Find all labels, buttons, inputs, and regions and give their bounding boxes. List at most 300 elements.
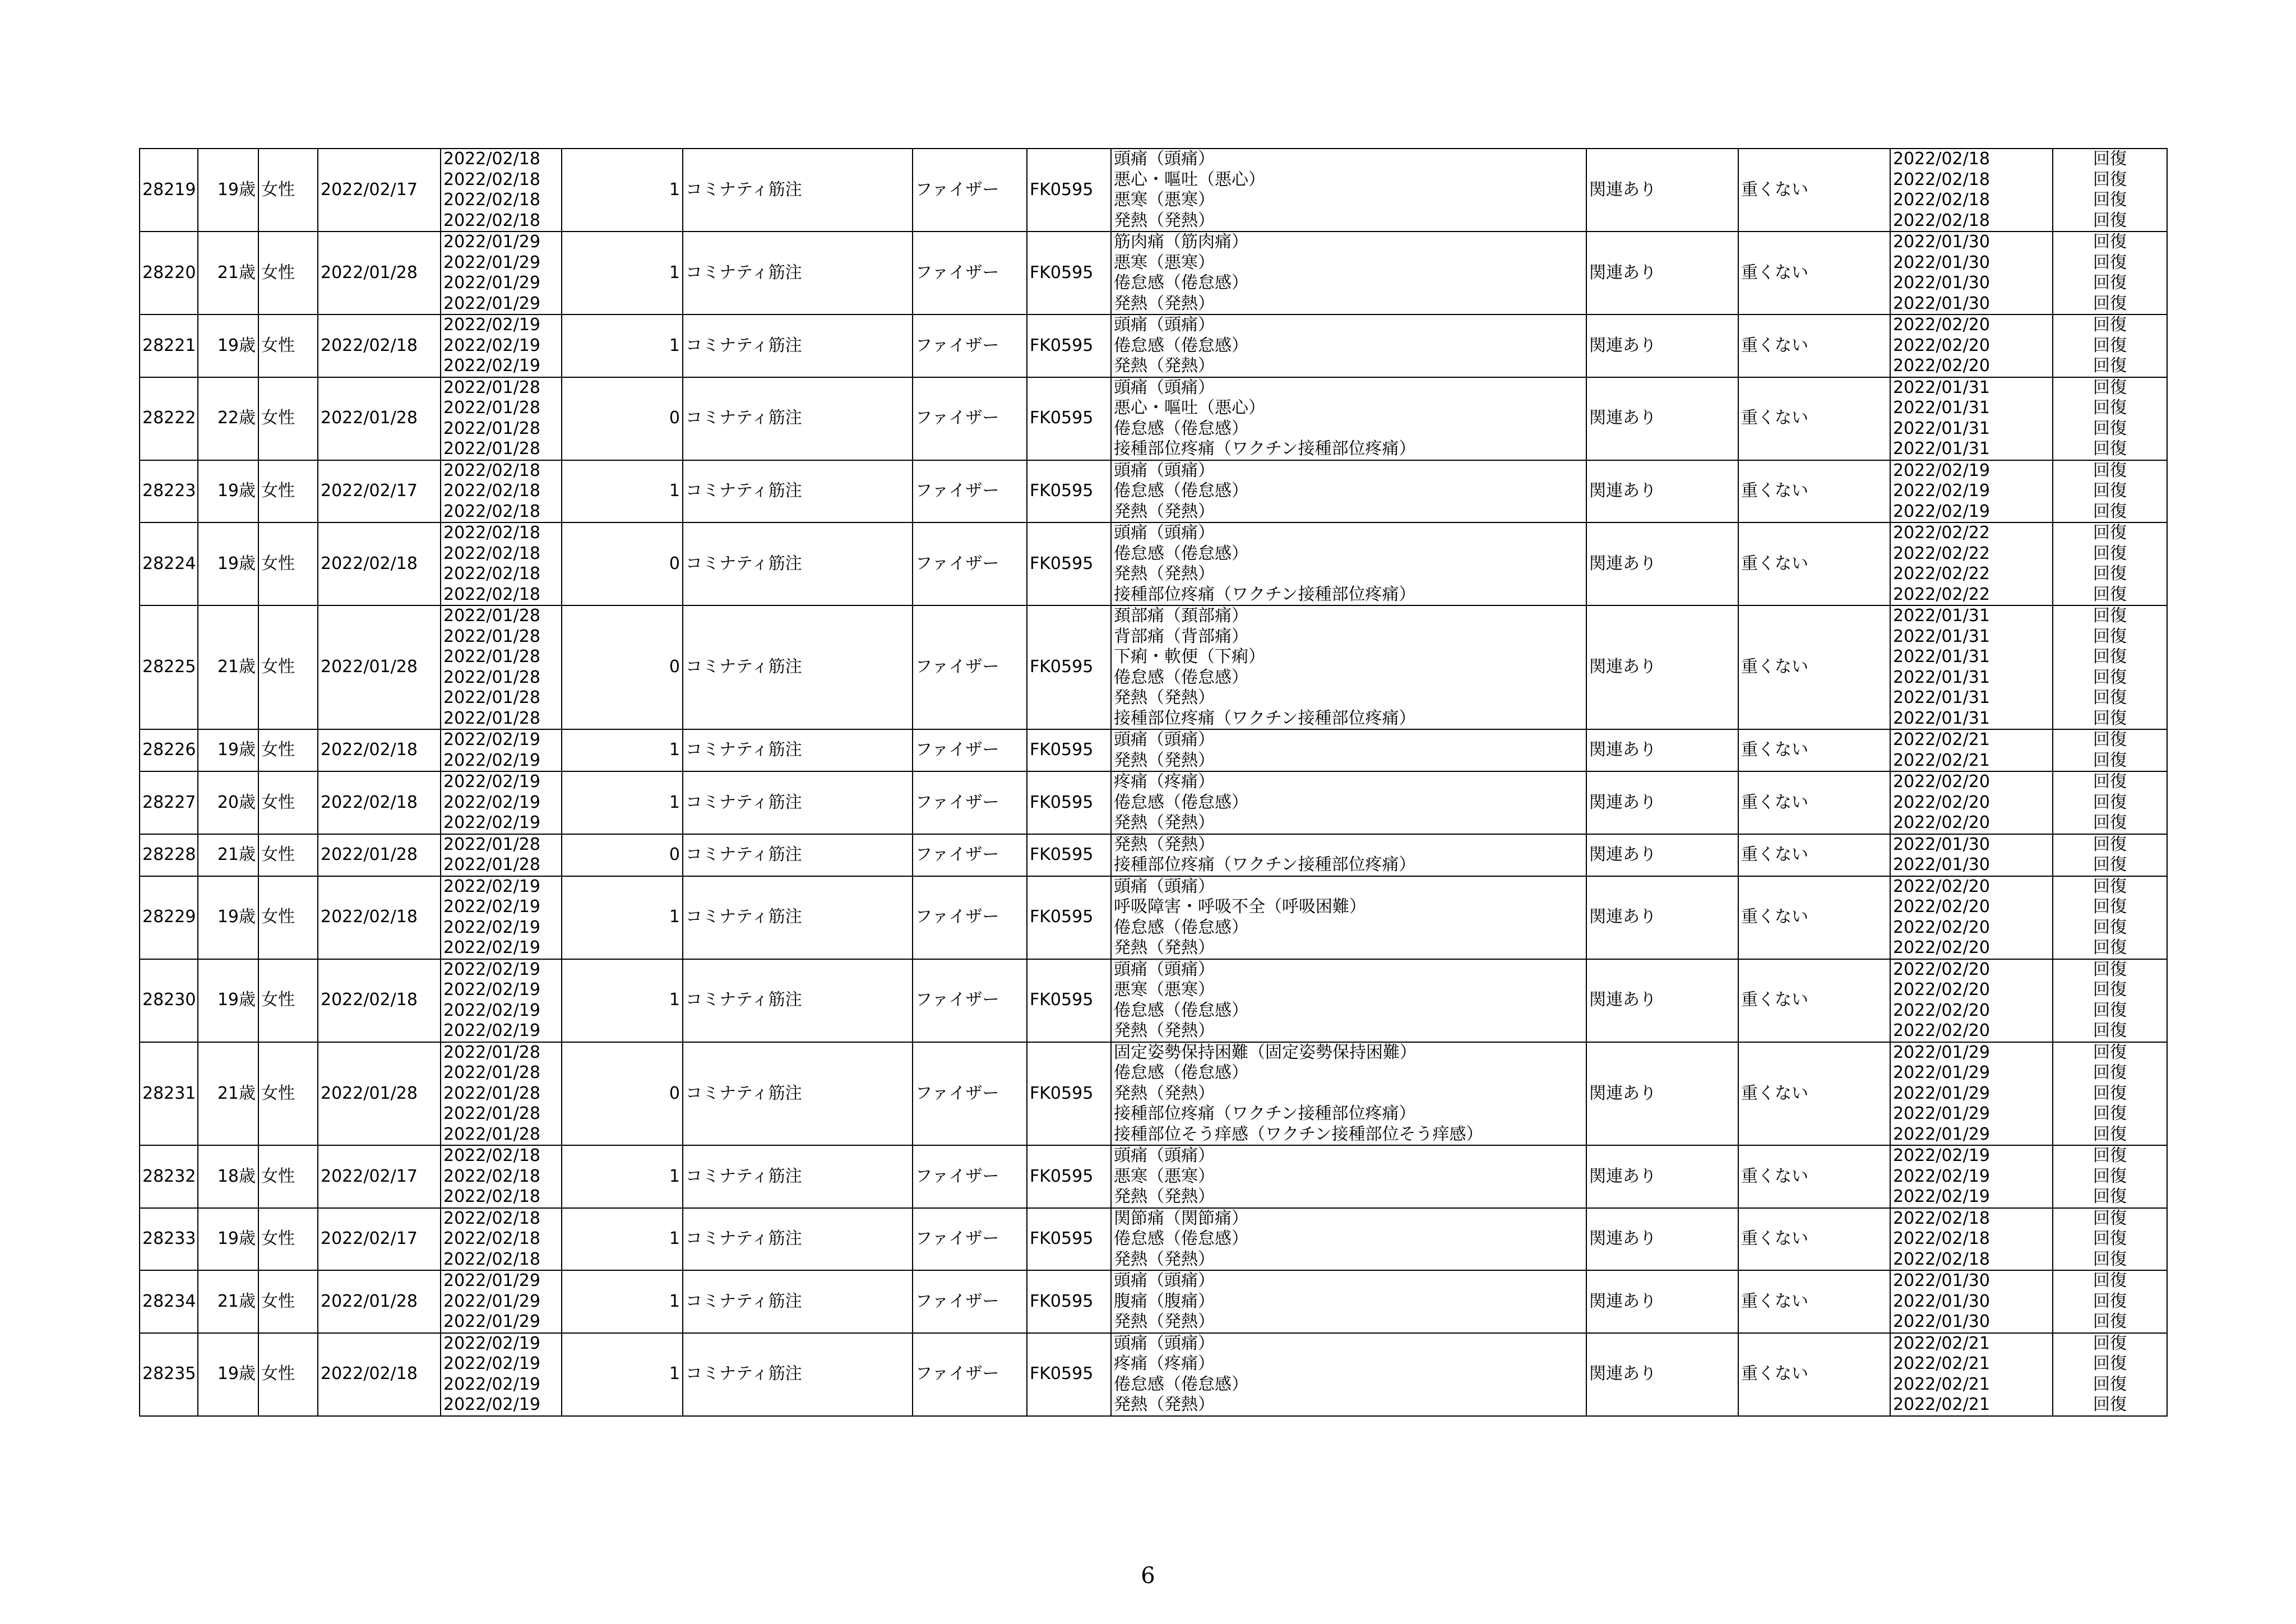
age-cell: 21歳 (198, 605, 258, 729)
symptoms-cell (1111, 876, 1586, 959)
outcome: 回復 (2093, 273, 2127, 293)
causality-cell: 関連あり (1586, 959, 1738, 1042)
outcome: 回復 (2093, 377, 2127, 397)
symptom: 倦怠感（倦怠感） (1114, 481, 1248, 501)
symptoms-cell (1111, 377, 1586, 460)
sex-cell: 女性 (258, 232, 318, 314)
causality-cell: 関連あり (1586, 232, 1738, 314)
manufacturer-cell: ファイザー (913, 1208, 1027, 1271)
symptom: 発熱（発熱） (1114, 1249, 1215, 1269)
outcome-dates-cell (1890, 771, 2053, 834)
onset-date: 2022/02/19 (443, 813, 540, 832)
severity-cell: 重くない (1738, 314, 1890, 377)
onset-dates-cell (441, 377, 562, 460)
outcome: 回復 (2093, 190, 2127, 210)
age-cell: 21歳 (198, 834, 258, 876)
outcome: 回復 (2093, 169, 2127, 189)
vaccine-name-cell: コミナティ筋注 (683, 771, 913, 834)
outcome: 回復 (2093, 1083, 2127, 1103)
onset-date: 2022/02/18 (443, 149, 540, 169)
severity-cell: 重くない (1738, 959, 1890, 1042)
manufacturer-cell: ファイザー (913, 605, 1027, 729)
severity-cell: 重くない (1738, 1208, 1890, 1271)
outcome: 回復 (2093, 149, 2127, 169)
symptom: 頭痛（頭痛） (1114, 460, 1215, 480)
outcome: 回復 (2093, 626, 2127, 646)
symptoms-cell (1111, 771, 1586, 834)
vaccine-name-cell: コミナティ筋注 (683, 1208, 913, 1271)
age-cell: 19歳 (198, 729, 258, 771)
onset-date: 2022/02/18 (443, 1229, 540, 1248)
outcomes-cell (2053, 149, 2167, 232)
symptom: 背部痛（背部痛） (1114, 626, 1248, 646)
lot-number-cell: FK0595 (1027, 314, 1111, 377)
outcome-date: 2022/02/19 (1893, 481, 1990, 501)
outcome-date: 2022/02/19 (1893, 1166, 1990, 1186)
outcome-date: 2022/02/21 (1893, 1374, 1990, 1394)
causality-cell: 関連あり (1586, 314, 1738, 377)
case-number-cell: 28221 (140, 314, 198, 377)
outcome-date: 2022/02/20 (1893, 959, 1990, 979)
outcome-date: 2022/02/21 (1893, 1354, 1990, 1373)
vaccination-date-cell: 2022/01/28 (318, 377, 441, 460)
days-to-onset-cell: 1 (562, 314, 683, 377)
sex-cell: 女性 (258, 1145, 318, 1208)
symptoms-cell (1111, 1270, 1586, 1333)
vaccine-name-cell: コミナティ筋注 (683, 522, 913, 605)
onset-date: 2022/01/29 (443, 273, 540, 293)
onset-date: 2022/02/18 (443, 210, 540, 230)
onset-date: 2022/02/19 (443, 1333, 540, 1353)
age-cell: 19歳 (198, 1333, 258, 1416)
outcome: 回復 (2093, 980, 2127, 1000)
onset-dates-cell (441, 876, 562, 959)
days-to-onset-cell: 0 (562, 377, 683, 460)
onset-date: 2022/01/28 (443, 834, 540, 854)
onset-date: 2022/02/19 (443, 1000, 540, 1020)
symptom: 発熱（発熱） (1114, 834, 1215, 854)
sex-cell: 女性 (258, 1208, 318, 1271)
manufacturer-cell: ファイザー (913, 377, 1027, 460)
sex-cell: 女性 (258, 1042, 318, 1146)
symptom: 頚部痛（頚部痛） (1114, 606, 1248, 626)
table-row (140, 605, 2167, 729)
vaccination-date-cell: 2022/02/18 (318, 876, 441, 959)
severity-cell: 重くない (1738, 1145, 1890, 1208)
onset-date: 2022/01/28 (443, 647, 540, 667)
outcome: 回復 (2093, 210, 2127, 230)
case-number-cell: 28226 (140, 729, 198, 771)
lot-number-cell: FK0595 (1027, 1333, 1111, 1416)
outcome: 回復 (2093, 772, 2127, 792)
days-to-onset-cell: 1 (562, 1208, 683, 1271)
symptom: 倦怠感（倦怠感） (1114, 273, 1248, 293)
onset-date: 2022/02/18 (443, 501, 540, 521)
causality-cell: 関連あり (1586, 771, 1738, 834)
vaccine-name-cell: コミナティ筋注 (683, 149, 913, 232)
symptom: 悪寒（悪寒） (1114, 190, 1215, 210)
onset-dates-cell (441, 1145, 562, 1208)
outcome-dates-cell (1890, 232, 2053, 314)
severity-cell: 重くない (1738, 876, 1890, 959)
severity-cell: 重くない (1738, 232, 1890, 314)
onset-dates-cell (441, 232, 562, 314)
outcome-date: 2022/02/18 (1893, 1249, 1990, 1269)
outcome: 回復 (2093, 1291, 2127, 1311)
symptom: 筋肉痛（筋肉痛） (1114, 232, 1248, 252)
sex-cell: 女性 (258, 876, 318, 959)
outcome-date: 2022/02/20 (1893, 897, 1990, 917)
outcome: 回復 (2093, 855, 2127, 875)
symptom: 呼吸障害・呼吸不全（呼吸困難） (1114, 897, 1366, 917)
manufacturer-cell: ファイザー (913, 771, 1027, 834)
onset-date: 2022/02/18 (443, 481, 540, 501)
sex-cell: 女性 (258, 771, 318, 834)
case-number-cell: 28224 (140, 522, 198, 605)
outcome-date: 2022/02/21 (1893, 730, 1990, 749)
severity-cell: 重くない (1738, 149, 1890, 232)
lot-number-cell: FK0595 (1027, 959, 1111, 1042)
table-row (140, 771, 2167, 834)
outcome-dates-cell (1890, 834, 2053, 876)
severity-cell: 重くない (1738, 522, 1890, 605)
table-row (140, 959, 2167, 1042)
outcome-dates-cell (1890, 522, 2053, 605)
onset-dates-cell (441, 959, 562, 1042)
outcomes-cell (2053, 959, 2167, 1042)
outcomes-cell (2053, 834, 2167, 876)
causality-cell: 関連あり (1586, 729, 1738, 771)
sex-cell: 女性 (258, 1270, 318, 1333)
outcomes-cell (2053, 605, 2167, 729)
outcomes-cell (2053, 460, 2167, 523)
symptom: 頭痛（頭痛） (1114, 523, 1215, 543)
causality-cell: 関連あり (1586, 1270, 1738, 1333)
outcome-dates-cell (1890, 377, 2053, 460)
outcome-date: 2022/02/20 (1893, 876, 1990, 896)
symptom: 疼痛（疼痛） (1114, 772, 1215, 792)
onset-dates-cell (441, 522, 562, 605)
symptom: 倦怠感（倦怠感） (1114, 335, 1248, 355)
symptom: 悪寒（悪寒） (1114, 1166, 1215, 1186)
symptom: 倦怠感（倦怠感） (1114, 667, 1248, 687)
vaccine-name-cell: コミナティ筋注 (683, 605, 913, 729)
vaccine-name-cell: コミナティ筋注 (683, 1333, 913, 1416)
vaccination-date-cell: 2022/02/18 (318, 729, 441, 771)
onset-date: 2022/02/18 (443, 1187, 540, 1206)
outcome-date: 2022/01/31 (1893, 688, 1990, 707)
outcome: 回復 (2093, 730, 2127, 749)
symptom: 接種部位そう痒感（ワクチン接種部位そう痒感） (1114, 1124, 1483, 1144)
outcome-date: 2022/02/21 (1893, 1333, 1990, 1353)
symptom: 発熱（発熱） (1114, 938, 1215, 957)
table-row (140, 377, 2167, 460)
outcome: 回復 (2093, 1249, 2127, 1269)
symptom: 接種部位疼痛（ワクチン接種部位疼痛） (1114, 584, 1416, 604)
onset-date: 2022/02/19 (443, 938, 540, 957)
onset-dates-cell (441, 1208, 562, 1271)
outcome: 回復 (2093, 1395, 2127, 1414)
symptoms-cell (1111, 149, 1586, 232)
onset-date: 2022/01/28 (443, 1104, 540, 1123)
onset-date: 2022/01/28 (443, 606, 540, 626)
outcome-dates-cell (1890, 1208, 2053, 1271)
table-row (140, 1042, 2167, 1146)
outcome-date: 2022/01/31 (1893, 606, 1990, 626)
outcome: 回復 (2093, 232, 2127, 252)
onset-date: 2022/02/19 (443, 730, 540, 749)
onset-date: 2022/01/29 (443, 1312, 540, 1331)
outcome: 回復 (2093, 501, 2127, 521)
outcome: 回復 (2093, 252, 2127, 272)
outcome-date: 2022/01/31 (1893, 377, 1990, 397)
table-row (140, 876, 2167, 959)
lot-number-cell: FK0595 (1027, 1270, 1111, 1333)
outcome-date: 2022/01/30 (1893, 855, 1990, 875)
symptoms-cell (1111, 959, 1586, 1042)
days-to-onset-cell: 1 (562, 959, 683, 1042)
severity-cell: 重くない (1738, 1270, 1890, 1333)
outcome-date: 2022/02/20 (1893, 315, 1990, 335)
manufacturer-cell: ファイザー (913, 522, 1027, 605)
onset-date: 2022/01/28 (443, 855, 540, 875)
outcome-date: 2022/02/21 (1893, 1395, 1990, 1414)
symptoms-cell (1111, 314, 1586, 377)
onset-date: 2022/02/19 (443, 356, 540, 376)
outcome-date: 2022/02/18 (1893, 210, 1990, 230)
outcome: 回復 (2093, 667, 2127, 687)
outcome-date: 2022/02/19 (1893, 501, 1990, 521)
outcome-date: 2022/01/29 (1893, 1042, 1990, 1062)
lot-number-cell: FK0595 (1027, 834, 1111, 876)
manufacturer-cell: ファイザー (913, 460, 1027, 523)
manufacturer-cell: ファイザー (913, 1333, 1027, 1416)
outcomes-cell (2053, 1333, 2167, 1416)
table-row (140, 1208, 2167, 1271)
onset-date: 2022/02/19 (443, 1021, 540, 1040)
age-cell: 19歳 (198, 314, 258, 377)
vaccination-date-cell: 2022/02/18 (318, 771, 441, 834)
causality-cell: 関連あり (1586, 1208, 1738, 1271)
onset-dates-cell (441, 149, 562, 232)
symptom: 腹痛（腹痛） (1114, 1291, 1215, 1311)
causality-cell: 関連あり (1586, 876, 1738, 959)
lot-number-cell: FK0595 (1027, 1145, 1111, 1208)
outcome: 回復 (2093, 418, 2127, 438)
vaccine-name-cell: コミナティ筋注 (683, 314, 913, 377)
outcome: 回復 (2093, 606, 2127, 626)
outcome: 回復 (2093, 584, 2127, 604)
vaccination-date-cell: 2022/02/17 (318, 1208, 441, 1271)
lot-number-cell: FK0595 (1027, 876, 1111, 959)
outcomes-cell (2053, 314, 2167, 377)
outcome: 回復 (2093, 1208, 2127, 1228)
age-cell: 19歳 (198, 959, 258, 1042)
outcome-dates-cell (1890, 149, 2053, 232)
onset-date: 2022/02/18 (443, 169, 540, 189)
age-cell: 19歳 (198, 149, 258, 232)
outcome: 回復 (2093, 543, 2127, 563)
outcome-dates-cell (1890, 1042, 2053, 1146)
onset-date: 2022/02/18 (443, 543, 540, 563)
sex-cell: 女性 (258, 605, 318, 729)
outcome-date: 2022/02/20 (1893, 1021, 1990, 1040)
case-number-cell: 28231 (140, 1042, 198, 1146)
age-cell: 19歳 (198, 460, 258, 523)
outcome-date: 2022/02/22 (1893, 523, 1990, 543)
severity-cell: 重くない (1738, 1333, 1890, 1416)
outcome: 回復 (2093, 959, 2127, 979)
severity-cell: 重くない (1738, 377, 1890, 460)
outcome: 回復 (2093, 1187, 2127, 1206)
outcome-date: 2022/01/31 (1893, 418, 1990, 438)
outcome-dates-cell (1890, 959, 2053, 1042)
vaccination-date-cell: 2022/01/28 (318, 1270, 441, 1333)
symptom: 接種部位疼痛（ワクチン接種部位疼痛） (1114, 439, 1416, 459)
table-row (140, 1145, 2167, 1208)
manufacturer-cell: ファイザー (913, 1145, 1027, 1208)
symptom: 発熱（発熱） (1114, 688, 1215, 707)
symptom: 悪寒（悪寒） (1114, 252, 1215, 272)
outcome-dates-cell (1890, 729, 2053, 771)
case-number-cell: 28228 (140, 834, 198, 876)
causality-cell: 関連あり (1586, 1042, 1738, 1146)
outcome: 回復 (2093, 564, 2127, 584)
sex-cell: 女性 (258, 834, 318, 876)
outcome-date: 2022/02/20 (1893, 938, 1990, 957)
onset-date: 2022/01/28 (443, 377, 540, 397)
symptoms-cell (1111, 729, 1586, 771)
case-number-cell: 28223 (140, 460, 198, 523)
outcome-date: 2022/02/22 (1893, 543, 1990, 563)
age-cell: 19歳 (198, 522, 258, 605)
outcome-date: 2022/01/30 (1893, 293, 1990, 313)
outcome: 回復 (2093, 1146, 2127, 1165)
lot-number-cell: FK0595 (1027, 1042, 1111, 1146)
symptom: 頭痛（頭痛） (1114, 876, 1215, 896)
outcome-date: 2022/02/20 (1893, 980, 1990, 1000)
onset-date: 2022/02/19 (443, 917, 540, 937)
vaccine-name-cell: コミナティ筋注 (683, 959, 913, 1042)
outcome-dates-cell (1890, 1270, 2053, 1333)
outcome-date: 2022/02/20 (1893, 792, 1990, 812)
outcome-date: 2022/01/31 (1893, 708, 1990, 728)
onset-date: 2022/01/28 (443, 708, 540, 728)
outcome-date: 2022/02/20 (1893, 1000, 1990, 1020)
outcome-dates-cell (1890, 314, 2053, 377)
manufacturer-cell: ファイザー (913, 232, 1027, 314)
outcome-date: 2022/01/29 (1893, 1104, 1990, 1123)
adverse-reaction-table (139, 148, 2168, 1417)
onset-date: 2022/02/18 (443, 584, 540, 604)
outcomes-cell (2053, 1208, 2167, 1271)
outcome-date: 2022/01/31 (1893, 439, 1990, 459)
symptom: 発熱（発熱） (1114, 293, 1215, 313)
sex-cell: 女性 (258, 1333, 318, 1416)
manufacturer-cell: ファイザー (913, 314, 1027, 377)
outcome: 回復 (2093, 1124, 2127, 1144)
lot-number-cell: FK0595 (1027, 771, 1111, 834)
symptom: 発熱（発熱） (1114, 210, 1215, 230)
outcome-date: 2022/02/18 (1893, 149, 1990, 169)
page-number: 6 (1141, 1563, 1155, 1589)
age-cell: 21歳 (198, 232, 258, 314)
outcome-date: 2022/02/20 (1893, 356, 1990, 376)
symptom: 発熱（発熱） (1114, 1083, 1215, 1103)
vaccine-name-cell: コミナティ筋注 (683, 232, 913, 314)
symptom: 発熱（発熱） (1114, 1312, 1215, 1331)
symptom: 発熱（発熱） (1114, 564, 1215, 584)
outcome-date: 2022/02/18 (1893, 190, 1990, 210)
days-to-onset-cell: 0 (562, 522, 683, 605)
onset-date: 2022/01/29 (443, 1271, 540, 1290)
lot-number-cell: FK0595 (1027, 522, 1111, 605)
onset-date: 2022/02/19 (443, 1354, 540, 1373)
days-to-onset-cell: 1 (562, 149, 683, 232)
symptom: 倦怠感（倦怠感） (1114, 917, 1248, 937)
outcome-date: 2022/01/30 (1893, 252, 1990, 272)
days-to-onset-cell: 0 (562, 1042, 683, 1146)
vaccination-date-cell: 2022/02/17 (318, 1145, 441, 1208)
symptom: 発熱（発熱） (1114, 1395, 1215, 1414)
onset-date: 2022/02/19 (443, 750, 540, 770)
vaccination-date-cell: 2022/02/18 (318, 1333, 441, 1416)
outcome: 回復 (2093, 335, 2127, 355)
age-cell: 18歳 (198, 1145, 258, 1208)
outcome: 回復 (2093, 834, 2127, 854)
outcome-dates-cell (1890, 605, 2053, 729)
onset-dates-cell (441, 771, 562, 834)
lot-number-cell: FK0595 (1027, 729, 1111, 771)
lot-number-cell: FK0595 (1027, 460, 1111, 523)
case-number-cell: 28230 (140, 959, 198, 1042)
outcome: 回復 (2093, 1042, 2127, 1062)
outcome-date: 2022/01/31 (1893, 647, 1990, 667)
outcome: 回復 (2093, 293, 2127, 313)
age-cell: 22歳 (198, 377, 258, 460)
outcome: 回復 (2093, 917, 2127, 937)
onset-dates-cell (441, 834, 562, 876)
symptoms-cell (1111, 1145, 1586, 1208)
onset-dates-cell (441, 460, 562, 523)
onset-date: 2022/01/28 (443, 418, 540, 438)
outcome: 回復 (2093, 1063, 2127, 1082)
severity-cell: 重くない (1738, 460, 1890, 523)
age-cell: 21歳 (198, 1042, 258, 1146)
case-number-cell: 28227 (140, 771, 198, 834)
days-to-onset-cell: 0 (562, 605, 683, 729)
causality-cell: 関連あり (1586, 605, 1738, 729)
days-to-onset-cell: 1 (562, 1145, 683, 1208)
outcome-date: 2022/02/18 (1893, 169, 1990, 189)
outcome-date: 2022/02/21 (1893, 750, 1990, 770)
outcome: 回復 (2093, 688, 2127, 707)
manufacturer-cell: ファイザー (913, 729, 1027, 771)
days-to-onset-cell: 1 (562, 1333, 683, 1416)
days-to-onset-cell: 1 (562, 232, 683, 314)
causality-cell: 関連あり (1586, 1145, 1738, 1208)
days-to-onset-cell: 0 (562, 834, 683, 876)
outcome: 回復 (2093, 1000, 2127, 1020)
onset-date: 2022/01/29 (443, 1291, 540, 1311)
case-number-cell: 28220 (140, 232, 198, 314)
symptom: 倦怠感（倦怠感） (1114, 418, 1248, 438)
onset-date: 2022/02/18 (443, 1166, 540, 1186)
symptom: 頭痛（頭痛） (1114, 315, 1215, 335)
outcome: 回復 (2093, 315, 2127, 335)
symptom: 発熱（発熱） (1114, 1187, 1215, 1206)
onset-dates-cell (441, 1042, 562, 1146)
